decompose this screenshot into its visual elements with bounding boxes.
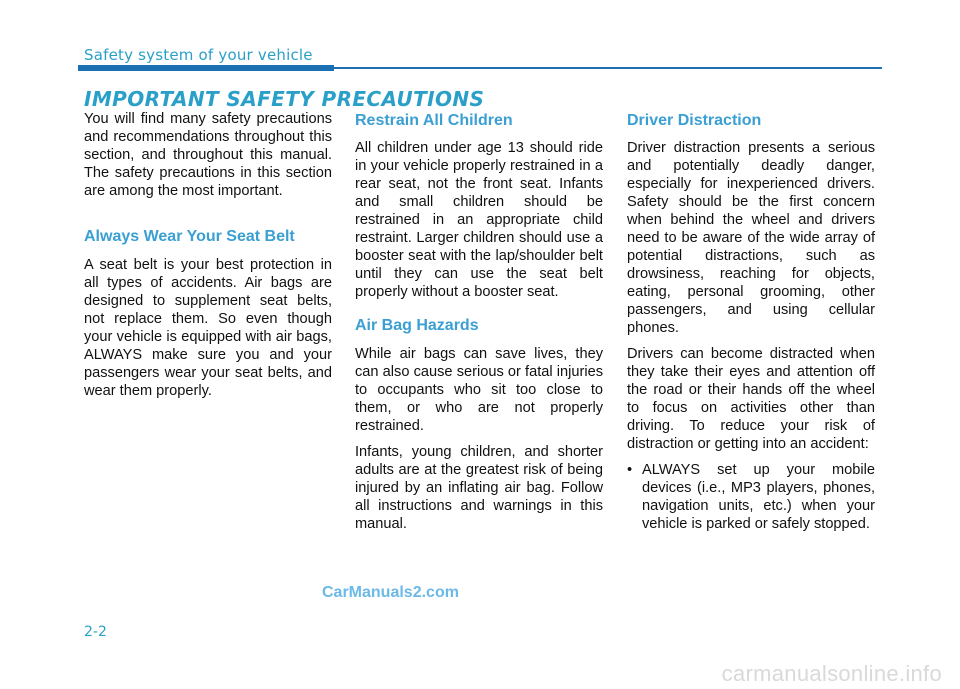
seat-belt-heading: Always Wear Your Seat Belt bbox=[84, 228, 295, 245]
watermark-link[interactable]: CarManuals2.com bbox=[322, 584, 459, 601]
column-3 bbox=[627, 110, 875, 533]
main-heading: IMPORTANT SAFETY PRECAUTIONS bbox=[84, 87, 485, 111]
driver-distraction-paragraph-1: Driver distraction presents a serious and potentially deadly danger, especially for inexperienced drivers. Safety should be the first concern when behind the wheel and drivers need to be aware of the wide array of potential distractions, such as drowsiness, reaching for objects, eating, personal grooming, other passengers, and using cellular phones. bbox=[627, 140, 875, 336]
driver-distraction-paragraph-2: Drivers can become distracted when they take their eyes and attention off the road or their hands off the wheel to focus on activities other than driving. To reduce your risk of distraction or getting into an accident: bbox=[627, 346, 875, 452]
column-1 bbox=[84, 110, 332, 408]
header-rule-thin bbox=[334, 67, 882, 69]
air-bag-paragraph-1: While air bags can save lives, they can also cause serious or fatal injuries to occupants who sit too close to them, or who are not properly restrained. bbox=[355, 346, 603, 434]
air-bag-paragraph-2: Infants, young children, and shorter adults are at the greatest risk of being injured by an inflating air bag. Follow all instructions and warnings in this manual. bbox=[355, 444, 603, 532]
footer-watermark: carmanualsonline.info bbox=[721, 661, 942, 686]
page-number: 2-2 bbox=[84, 624, 107, 640]
restrain-children-heading: Restrain All Children bbox=[355, 112, 513, 129]
column-2 bbox=[355, 110, 603, 541]
header-rule-thick bbox=[78, 65, 334, 71]
bullet-item bbox=[627, 461, 875, 533]
section-title: Safety system of your vehicle bbox=[84, 46, 313, 64]
intro-paragraph: You will find many safety precautions and recommendations throughout this section, and throughout this manual. The safety precautions in this section are among the most important. bbox=[84, 111, 332, 199]
air-bag-hazards-heading: Air Bag Hazards bbox=[355, 317, 479, 334]
bullet-dot-icon: • bbox=[627, 462, 633, 478]
seat-belt-paragraph: A seat belt is your best protection in all types of accidents. Air bags are designed to supplement seat belts, not replace them. So even though your vehicle is equipped with air bags, ALWAYS make sure you and your passengers wear your seat belts, and wear them properly. bbox=[84, 257, 332, 399]
restrain-children-paragraph: All children under age 13 should ride in your vehicle properly restrained in a rear seat, not the front seat. Infants and small children should be restrained in an appropriate child restraint. Larger children should use a booster seat with the lap/shoulder belt until they can use the seat belt properly without a booster seat. bbox=[355, 140, 603, 300]
driver-distraction-heading: Driver Distraction bbox=[627, 112, 762, 129]
bullet-text: ALWAYS set up your mobile devices (i.e., MP3 players, phones, navigation units, etc.) when your vehicle is parked or safely stopped. bbox=[642, 462, 875, 532]
